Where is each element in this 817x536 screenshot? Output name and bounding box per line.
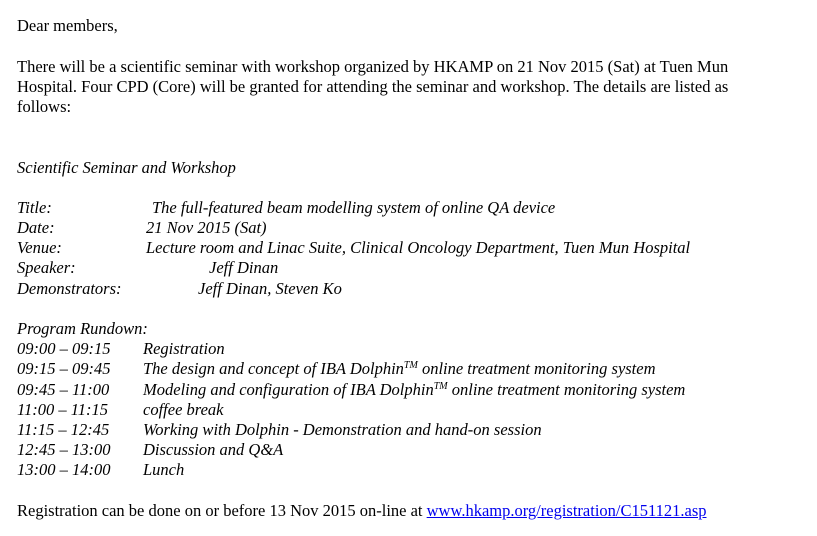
program-event-text: The design and concept of IBA Dolphin [143,359,404,378]
program-event: Working with Dolphin - Demonstration and hand-on session [143,420,542,439]
program-time: 11:00 – 11:15 [17,400,109,419]
program-event-text: online treatment monitoring system [417,359,656,378]
date-label: Date: [17,218,55,237]
program-time: 09:45 – 11:00 [17,380,110,399]
greeting: Dear members, [17,16,118,35]
program-heading: Program Rundown: [17,319,148,338]
speaker-label: Speaker: [17,258,76,277]
program-event: coffee break [143,400,224,419]
registration-text: Registration can be done on or before 13 Nov 2015 on-line at [17,501,427,520]
venue-value: Lecture room and Linac Suite, Clinical Oncology Department, Tuen Mun Hospital [146,238,691,257]
date-value: 21 Nov 2015 (Sat) [146,218,267,237]
venue-label: Venue: [17,238,62,257]
program-time: 09:15 – 09:45 [17,359,111,378]
intro-line-1: There will be a scientific seminar with workshop organized by HKAMP on 21 Nov 2015 (Sat) at Tuen Mun [17,57,729,76]
program-time: 11:15 – 12:45 [17,420,110,439]
title-value: The full-featured beam modelling system of online QA device [152,198,556,217]
program-event [143,359,656,379]
intro-line-3: follows: [17,97,72,116]
intro-line-2: Hospital. Four CPD (Core) will be granted for attending the seminar and workshop. The details are listed as [17,77,729,96]
program-event: Discussion and Q&A [143,440,284,459]
demonstrators-label: Demonstrators: [17,279,122,298]
program-event [143,380,685,400]
speaker-value: Jeff Dinan [209,258,279,277]
trademark-sup: TM [433,381,448,392]
trademark-sup: TM [403,360,418,371]
program-event: Registration [143,339,225,358]
program-time: 13:00 – 14:00 [17,460,111,479]
registration-link[interactable]: www.hkamp.org/registration/C151121.asp [426,501,707,520]
program-event-text: Modeling and configuration of IBA Dolphin [143,380,434,399]
program-event-text: online treatment monitoring system [447,380,686,399]
section-heading: Scientific Seminar and Workshop [17,158,236,177]
title-label: Title: [17,198,52,217]
program-event: Lunch [143,460,185,479]
program-time: 09:00 – 09:15 [17,339,111,358]
demonstrators-value: Jeff Dinan, Steven Ko [198,279,342,298]
registration-line [17,501,707,521]
program-time: 12:45 – 13:00 [17,440,111,459]
